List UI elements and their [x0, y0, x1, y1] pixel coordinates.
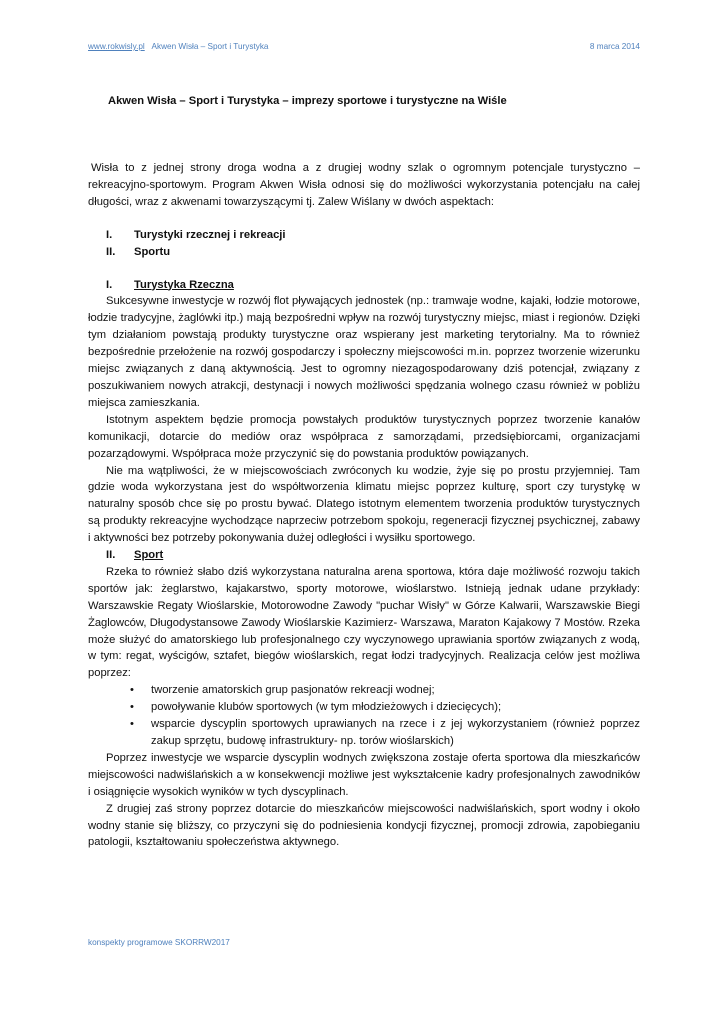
page-footer: konspekty programowe SKORRW2017	[88, 938, 230, 947]
bullet-icon: •	[130, 684, 134, 697]
list-item-text: tworzenie amatorskich grup pasjonatów rekreacji wodnej;	[151, 684, 435, 697]
list-item	[88, 716, 640, 750]
paragraph: Nie ma wątpliwości, że w miejscowościach zwróconych ku wodzie, żyje się po prostu przyjemniej. Tam gdzie woda wykorzystana jest do współtworzenia klimatu miejsc poprzez kulturę, sport czy turystykę w naturalny sposób chce się po prostu bywać. Dlatego istotnym elementem tworzenia produktów turystycznych są produkty rekreacyjne wychodzące naprzeciw potrzebom spokoju, regeneracji fizycznej psychicznej, zabawy i aktywności bez potrzeby pokonywania dużej odległości i wysiłku sportowego.	[88, 464, 640, 545]
document-body	[88, 160, 640, 851]
section-heading-tourism	[88, 277, 640, 294]
header-doc-title: Akwen Wisła – Sport i Turystyka	[151, 42, 269, 51]
section-title: Sport	[134, 549, 164, 562]
aspect-item	[88, 227, 640, 244]
aspect-number: II.	[106, 245, 116, 258]
paragraph: Sukcesywne inwestycje w rozwój flot pływających jednostek (np.: tramwaje wodne, kajaki, łodzie motorowe, łodzie tradycyjne, żaglówki itp.) mają bezpośredni wpływ na rozwój turystyczny miejsc, miast i regionów. Dzięki tym działaniom powstają produkty turystyczne oraz wspierany jest marketing terytorialny. Ma to również bezpośrednie przełożenie na rozwój gospodarczy i społeczny miejscowości m.in. poprzez tworzenie wizerunku miejsc związanych z daną aktywnością. Jest to ogromny niezagospodarowany dziś potencjał, związany z poszukiwaniem nowych atrakcji, destynacji i nowych możliwości spędzania wolnego czasu również w pobliżu miejsca zamieszkania.	[88, 295, 640, 409]
paragraph: Rzeka to również słabo dziś wykorzystana naturalna arena sportowa, która daje możliwość rozwoju takich sportów jak: żeglarstwo, kajakarstwo, sporty motorowe, wioślarstwo. Istnieją jednak udane przykłady: Warszawskie Regaty Wioślarskie, Motorowodne Zawody "puchar Wisły" w Górze Kalwarii, Warszawskie Biegi Żaglowców, Długodystansowe Zawody Wioślarskie Kazimierz- Warszawa, Maraton Kajakowy 7 Mostów. Rzeka może służyć do amatorskiego lub profesjonalnego czy wyczynowego uprawiania sportów związanych z wodą, w tym: regat, wyścigów, sztafet, biegów wioślarskich, regat łodzi tradycyjnych. Realizacja celów jest możliwa poprzez:	[88, 565, 640, 680]
aspect-label: Turystyki rzecznej i rekreacji	[134, 228, 286, 241]
header-date: 8 marca 2014	[589, 42, 640, 51]
bullet-icon: •	[130, 701, 134, 714]
aspect-label: Sportu	[134, 245, 171, 258]
site-link[interactable]: www.rokwisly.pl	[88, 42, 145, 51]
paragraph: Istotnym aspektem będzie promocja powstałych produktów turystycznych poprzez tworzenie kanałów komunikacji, dotarcie do mediów oraz współpraca z samorządami, przedsiębiorcami, organizacjami pozarządowymi. Współpraca może przyczynić się do powstania produktów powiązanych.	[88, 413, 640, 460]
list-item	[88, 682, 640, 699]
list-item-text: wsparcie dyscyplin sportowych uprawianych na rzece i z jej wykorzystaniem (również poprzez zakup sprzętu, budowę infrastruktury- np. torów wioślarskich)	[151, 718, 640, 747]
list-item	[88, 699, 640, 716]
paragraph: Z drugiej zaś strony poprzez dotarcie do mieszkańców miejscowości nadwiślańskich, sport wodny i około wodny stanie się bliższy, co przyczyni się do podniesienia kondycji fizycznej, promocji zdrowia, zapobieganiu patologii, kształtowaniu społeczeństwa aktywnego.	[88, 802, 640, 849]
aspects-list	[88, 227, 640, 261]
page-header	[88, 42, 640, 51]
bullet-icon: •	[130, 718, 134, 731]
section-heading-sport	[88, 547, 640, 564]
aspect-number: I.	[106, 228, 113, 241]
paragraph: Poprzez inwestycje we wsparcie dyscyplin wodnych zwiększona zostaje oferta sportowa dla mieszkańców miejscowości nadwiślańskich a w konsekwencji możliwe jest wykształcenie kadry profesjonalnych zawodników i osiągnięcie wysokich wyników w tych dyscyplinach.	[88, 751, 640, 798]
section-number: II.	[106, 549, 116, 562]
document-title: Akwen Wisła – Sport i Turystyka – imprezy sportowe i turystyczne na Wiśle	[108, 95, 507, 107]
section-number: I.	[106, 278, 113, 291]
section-title: Turystyka Rzeczna	[134, 278, 234, 291]
bullet-list	[88, 682, 640, 750]
intro-paragraph: Wisła to z jednej strony droga wodna a z drugiej wodny szlak o ogromnym potencjale turystyczno – rekreacyjno-sportowym. Program Akwen Wisła odnosi się do możliwości wykorzystania potencjału na całej długości, wraz z akwenami towarzyszącymi tj. Zalew Wiślany w dwóch aspektach:	[88, 162, 640, 208]
list-item-text: powoływanie klubów sportowych (w tym młodzieżowych i dziecięcych);	[151, 701, 502, 714]
aspect-item	[88, 244, 640, 261]
